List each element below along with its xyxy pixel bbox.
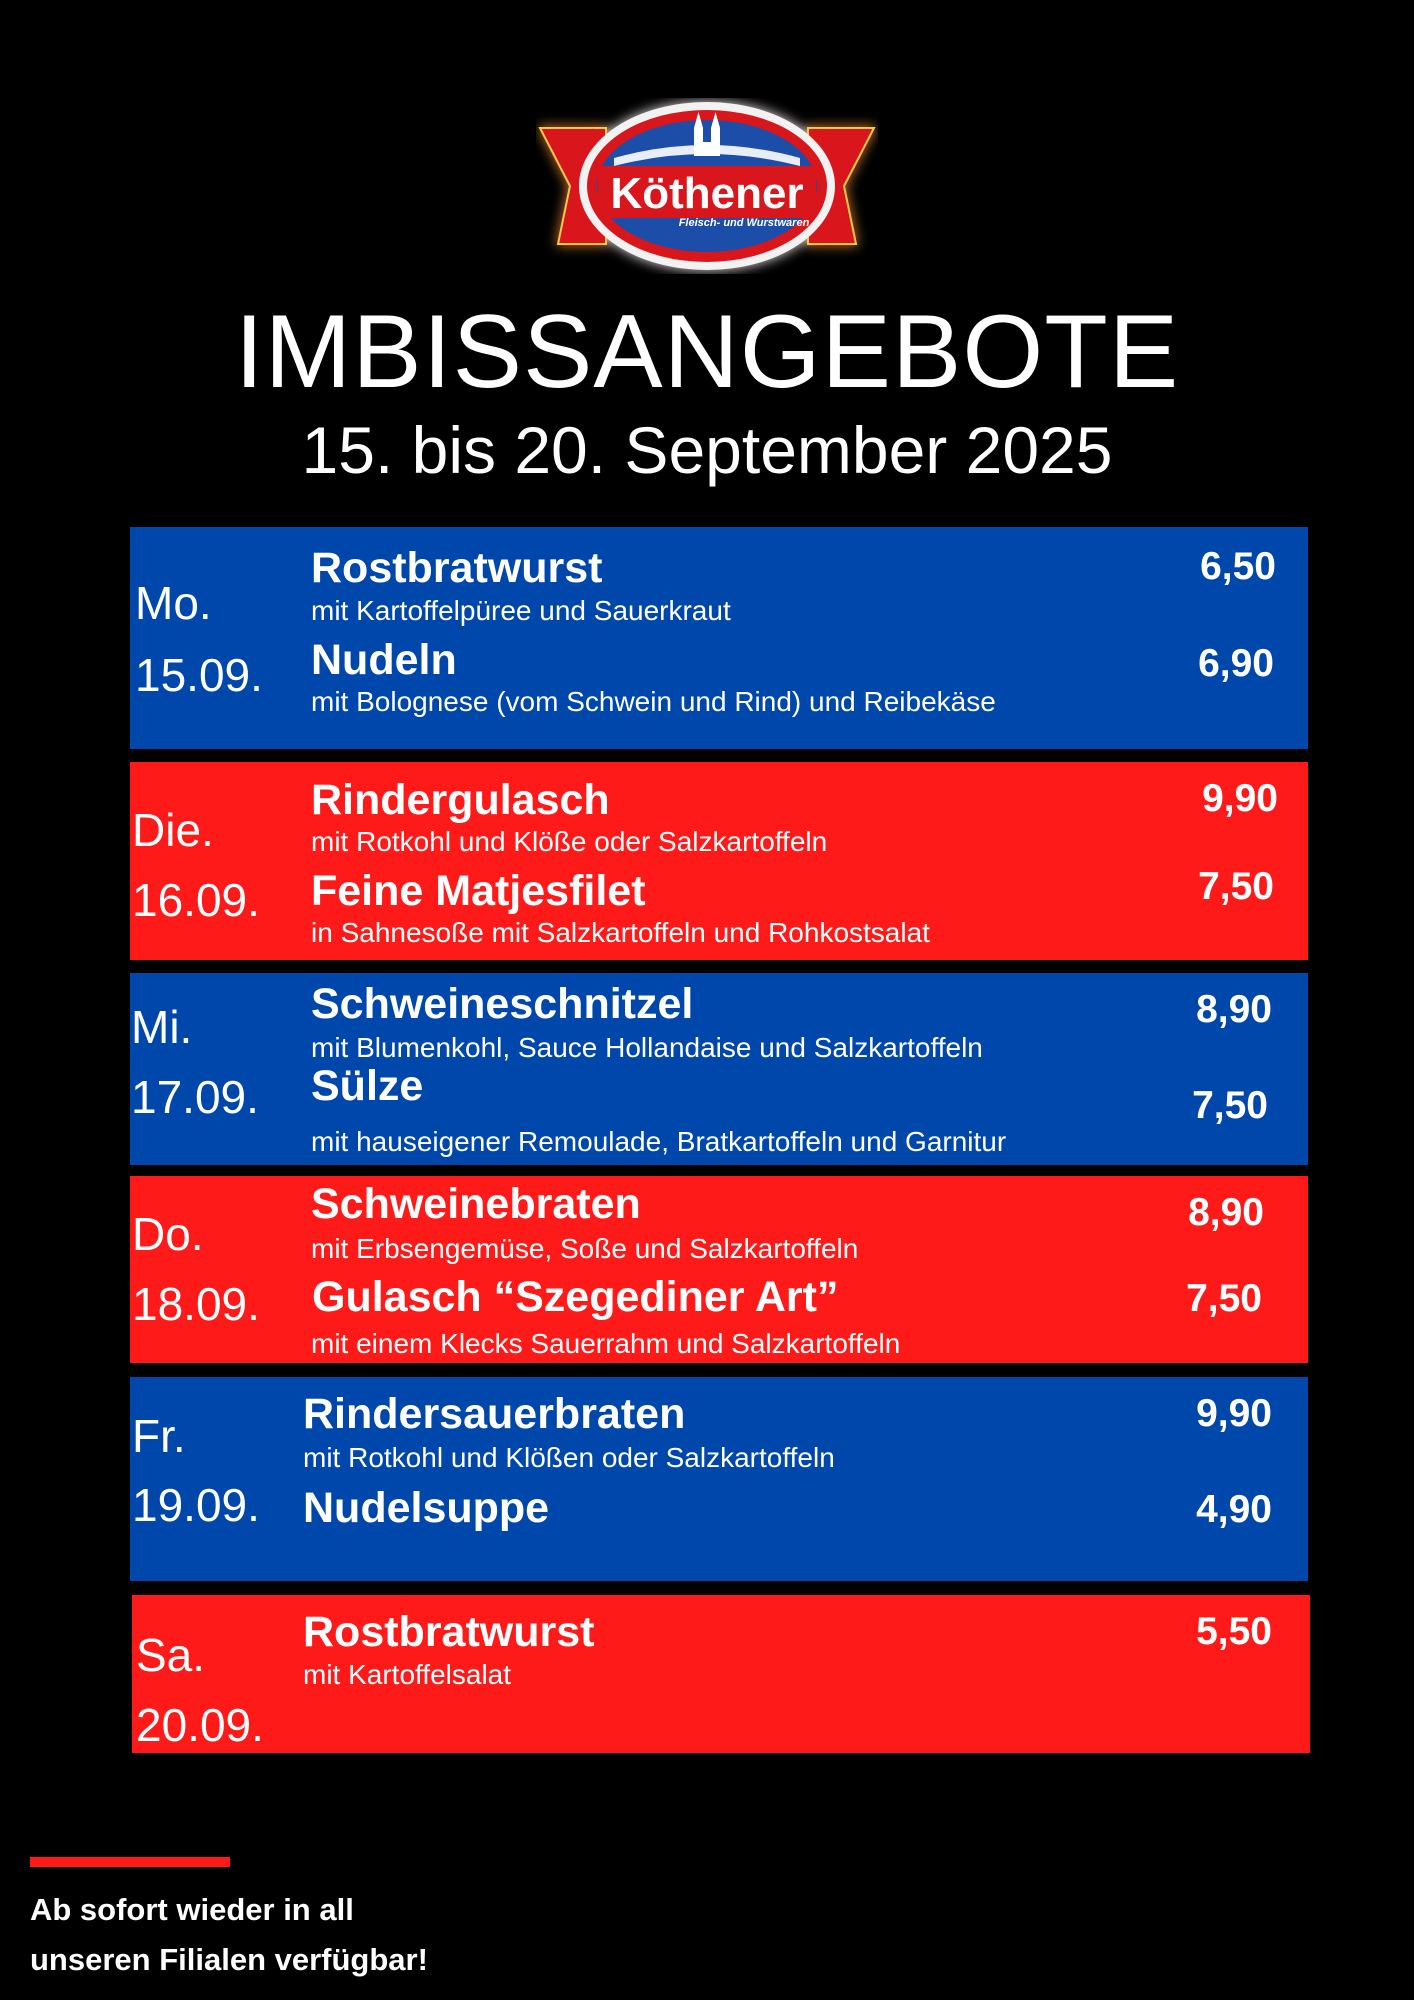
dish-price: 9,90: [1202, 777, 1278, 820]
dish-price: 6,90: [1198, 642, 1274, 685]
dish-price: 8,90: [1188, 1191, 1264, 1234]
dish-price: 4,90: [1196, 1488, 1272, 1531]
dish-description: mit einem Klecks Sauerrahm und Salzkartoffeln: [311, 1328, 901, 1359]
dish-price: 7,50: [1186, 1277, 1262, 1320]
day-label: Die.: [132, 804, 214, 856]
dish-name: Schweinebraten: [311, 1180, 641, 1228]
accent-bar: [30, 1857, 230, 1867]
dish-price: 9,90: [1196, 1392, 1272, 1435]
day-label: Fr.: [132, 1410, 186, 1462]
logo-tagline: Fleisch- und Wurstwaren: [678, 217, 810, 229]
dish-description: mit Erbsengemüse, Soße und Salzkartoffeln: [311, 1233, 859, 1264]
dish-name: Nudeln: [311, 636, 457, 684]
koethener-logo: [536, 98, 878, 274]
day-label: Do.: [132, 1208, 204, 1260]
dish-price: 5,50: [1196, 1610, 1272, 1653]
page-title: IMBISSANGEBOTE: [234, 294, 1180, 410]
date-label: 17.09.: [131, 1071, 259, 1123]
dish-name: Rindersauerbraten: [303, 1390, 686, 1438]
dish-description: mit hauseigener Remoulade, Bratkartoffeln und Garnitur: [311, 1126, 1007, 1157]
date-label: 20.09.: [136, 1699, 264, 1751]
dish-description: in Sahnesoße mit Salzkartoffeln und Rohkostsalat: [311, 917, 930, 948]
menu-day-tuesday: [130, 762, 1308, 960]
menu-day-monday: [130, 527, 1308, 749]
dish-name: Sülze: [311, 1062, 424, 1110]
date-label: 19.09.: [132, 1479, 260, 1531]
menu-day-thursday: [130, 1176, 1308, 1363]
footer-line-1: Ab sofort wieder in all: [30, 1892, 354, 1927]
date-range: 15. bis 20. September 2025: [301, 413, 1113, 487]
dish-description: mit Kartoffelsalat: [303, 1659, 512, 1690]
menu-day-wednesday: [130, 973, 1308, 1165]
dish-name: Rostbratwurst: [303, 1608, 595, 1656]
dish-description: mit Kartoffelpüree und Sauerkraut: [311, 595, 731, 626]
day-label: Mi.: [131, 1001, 193, 1053]
menu-day-saturday: [132, 1595, 1310, 1753]
date-label: 16.09.: [132, 874, 260, 926]
dish-name: Gulasch “Szegediner Art”: [312, 1273, 839, 1321]
day-label: Sa.: [136, 1629, 206, 1681]
day-label: Mo.: [135, 577, 212, 629]
dish-description: mit Bolognese (vom Schwein und Rind) und Reibekäse: [311, 686, 996, 717]
date-label: 18.09.: [132, 1278, 260, 1330]
logo-brand: Köthener: [610, 169, 804, 218]
dish-name: Rostbratwurst: [311, 544, 603, 592]
dish-price: 6,50: [1200, 545, 1276, 588]
footer-line-2: unseren Filialen verfügbar!: [30, 1942, 428, 1977]
dish-name: Feine Matjesfilet: [311, 867, 646, 915]
dish-price: 7,50: [1192, 1084, 1268, 1127]
dish-name: Rindergulasch: [311, 776, 610, 824]
dish-price: 8,90: [1196, 988, 1272, 1031]
menu-day-friday: [130, 1377, 1308, 1581]
dish-description: mit Rotkohl und Klöße oder Salzkartoffeln: [311, 826, 828, 857]
dish-price: 7,50: [1198, 865, 1274, 908]
date-label: 15.09.: [135, 649, 263, 701]
dish-description: mit Blumenkohl, Sauce Hollandaise und Salzkartoffeln: [311, 1032, 983, 1063]
dish-name: Nudelsuppe: [303, 1484, 550, 1532]
dish-description: mit Rotkohl und Klößen oder Salzkartoffeln: [303, 1442, 835, 1473]
dish-name: Schweineschnitzel: [311, 980, 694, 1028]
